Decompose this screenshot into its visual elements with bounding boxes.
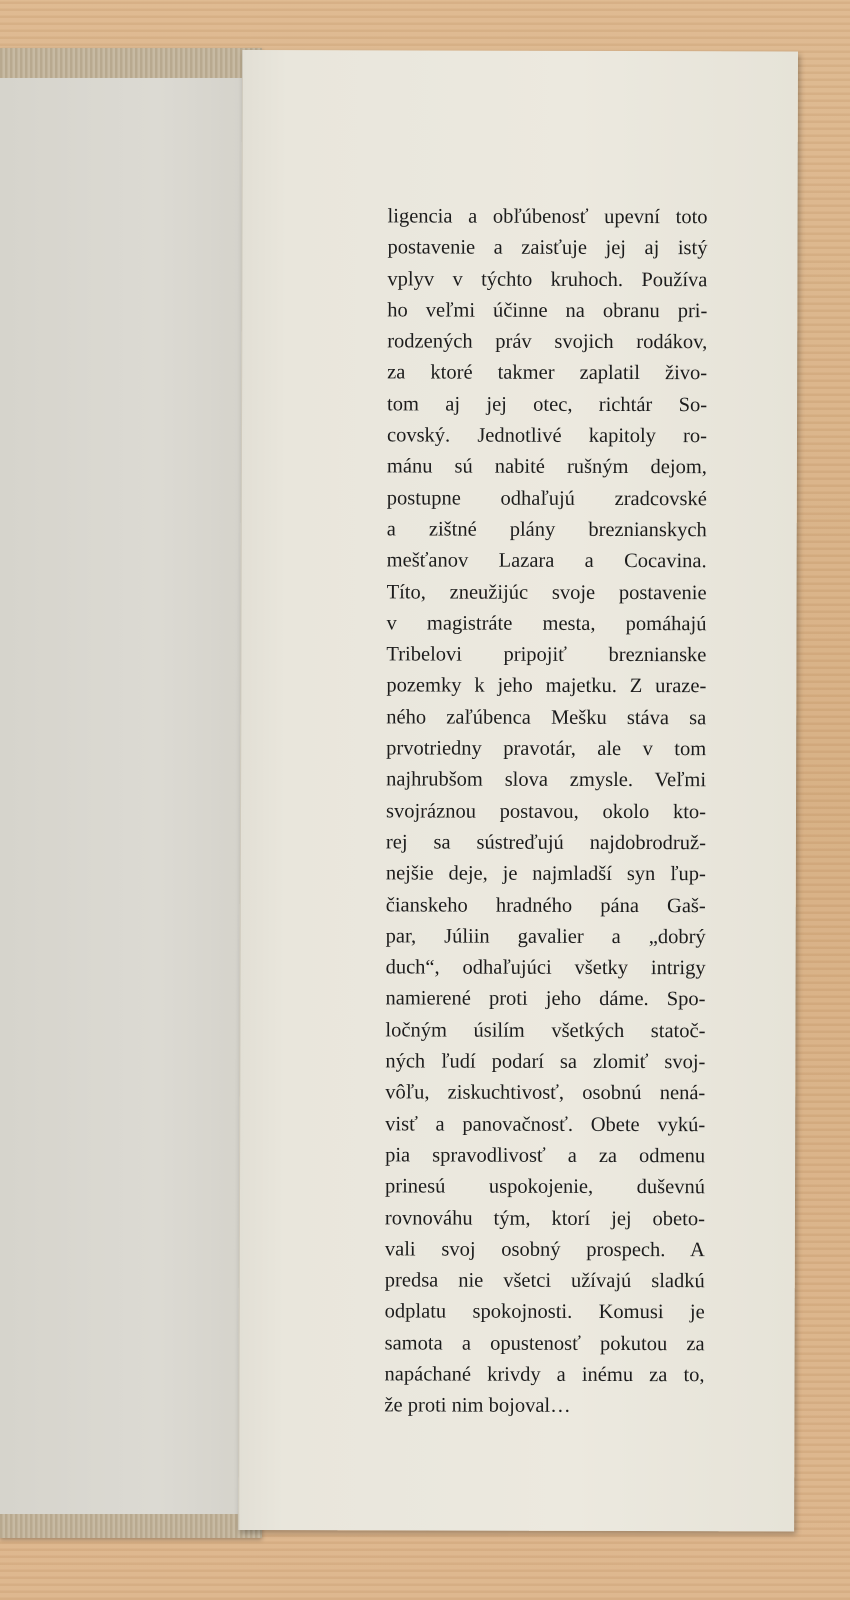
flap-text-line: prvotriedny pravotár, ale v tom bbox=[386, 737, 707, 761]
flap-text-line: samota a opustenosť pokutou za bbox=[384, 1332, 705, 1355]
flap-text-line: mešťanov Lazara a Cocavina. bbox=[386, 549, 707, 573]
flap-text-line: tom aj jej otec, richtár So- bbox=[387, 393, 708, 416]
flap-text-line: Títo, zneužijúc svoje postavenie bbox=[386, 580, 707, 604]
flap-text-line: v magistráte mesta, pomáhajú bbox=[386, 612, 707, 636]
flap-text-line: svojráznou postavou, okolo kto- bbox=[385, 800, 707, 823]
cover-linen-edge-bottom bbox=[0, 1514, 262, 1538]
flap-text-line: že proti nim bojoval… bbox=[384, 1394, 571, 1418]
flap-text-line: ločným úsilím všetkých statoč- bbox=[385, 1019, 706, 1042]
flap-text-line: a zištné plány breznianskych bbox=[386, 518, 707, 542]
endpaper bbox=[0, 78, 262, 1514]
cover-linen-edge-top bbox=[0, 48, 262, 78]
flap-text-line: za ktoré takmer zaplatil živo- bbox=[387, 361, 708, 385]
flap-text-line: prinesú uspokojenie, duševnú bbox=[384, 1175, 706, 1199]
flap-text-line: najhrubšom slova zmysle. Veľmi bbox=[386, 768, 707, 792]
flap-text-line: pia spravodlivosť a za odmenu bbox=[385, 1144, 706, 1168]
flap-text-line: napáchané krivdy a inému za to, bbox=[384, 1363, 705, 1387]
flap-text-block bbox=[384, 201, 707, 1422]
flap-text-line: vali svoj osobný prospech. A bbox=[384, 1238, 705, 1262]
flap-text-line: čianskeho hradného pána Gaš- bbox=[385, 893, 706, 917]
flap-text-line: mánu sú nabité rušným dejom, bbox=[386, 455, 707, 479]
flap-text-line: covský. Jednotlivé kapitoly ro- bbox=[386, 424, 708, 448]
book-cover-board bbox=[0, 48, 262, 1538]
flap-text-line: ných ľudí podarí sa zlomiť svoj- bbox=[385, 1050, 706, 1074]
flap-text-line: pozemky k jeho majetku. Z uraze- bbox=[386, 674, 707, 698]
flap-text-line: postupne odhaľujú zradcovské bbox=[386, 487, 707, 510]
flap-text-line: rej sa sústreďujú najdobrodruž- bbox=[385, 831, 706, 855]
flap-text-line: visť a panovačnosť. Obete vykú- bbox=[385, 1112, 706, 1136]
flap-text-line: par, Júliin gavalier a „dobrý bbox=[385, 925, 706, 949]
flap-text-line: vôľu, ziskuchtivosť, osobnú nená- bbox=[385, 1081, 706, 1105]
flap-text-line: ho veľmi účinne na obranu pri- bbox=[387, 299, 708, 323]
flap-text-line: ného zaľúbenca Mešku stáva sa bbox=[386, 706, 707, 729]
dust-jacket-flap bbox=[238, 50, 798, 1531]
flap-text-line: odplatu spokojnosti. Komusi je bbox=[384, 1300, 705, 1324]
flap-text-line: Tribelovi pripojiť breznianske bbox=[386, 643, 707, 667]
flap-text-line: rovnováhu tým, ktorí jej obeto- bbox=[384, 1206, 705, 1230]
flap-text-line: duch“, odhaľujúci všetky intrigy bbox=[385, 956, 706, 980]
flap-text-line: postavenie a zaisťuje jej aj istý bbox=[387, 236, 708, 260]
flap-text-line: predsa nie všetci užívajú sladkú bbox=[384, 1269, 705, 1293]
flap-text-line: vplyv v týchto kruhoch. Používa bbox=[387, 267, 708, 291]
flap-text-line: nejšie deje, je najmladší syn ľup- bbox=[385, 862, 706, 886]
flap-text-line: rodzených práv svojich rodákov, bbox=[387, 330, 708, 354]
flap-text-line: ligencia a obľúbenosť upevní toto bbox=[387, 205, 708, 229]
flap-text-line: namierené proti jeho dáme. Spo- bbox=[385, 987, 706, 1011]
